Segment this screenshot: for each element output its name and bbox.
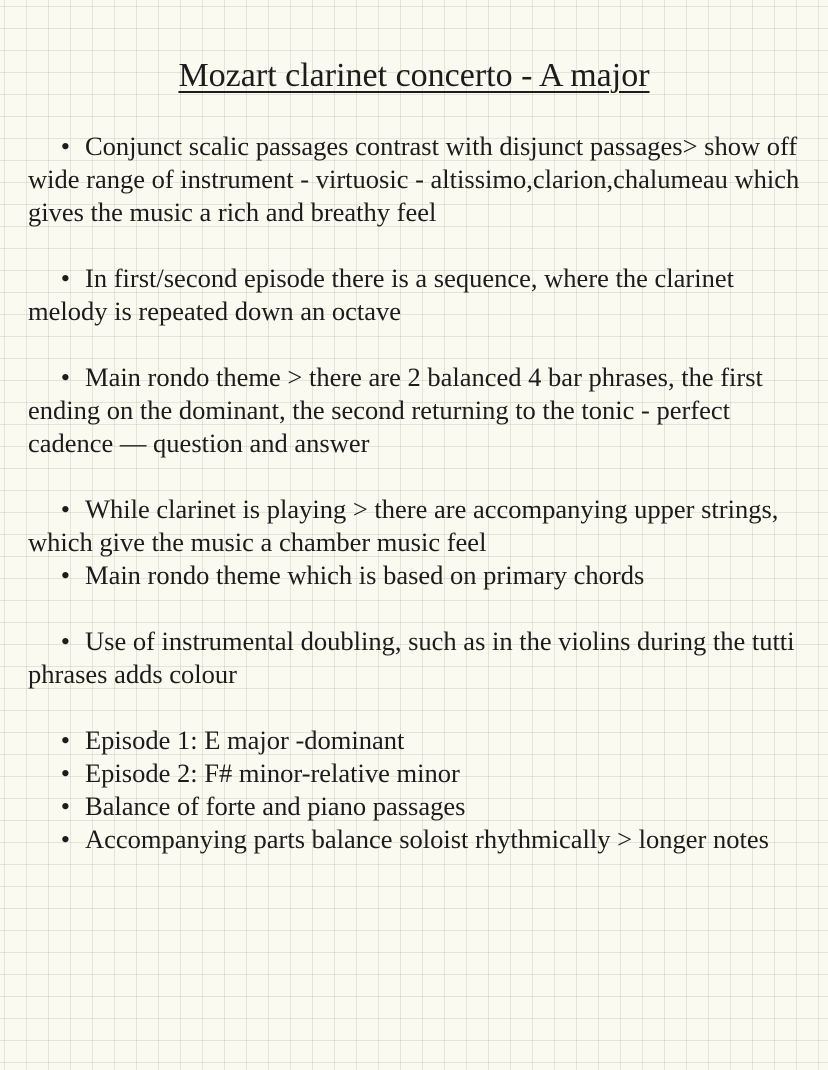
group-spacer <box>28 460 818 493</box>
bullet-dot: • <box>60 494 70 524</box>
bullet-dot: • <box>60 758 70 788</box>
bullet-item <box>28 757 818 790</box>
bullet-item <box>28 262 818 328</box>
bullet-icon <box>28 790 85 823</box>
bullet-text: Episode 1: E major -dominant <box>85 725 405 755</box>
bullet-dot: • <box>60 560 70 590</box>
group-spacer <box>28 229 818 262</box>
group-spacer <box>28 328 818 361</box>
bullet-icon <box>28 559 85 592</box>
bullet-icon <box>28 130 85 163</box>
bullet-item <box>28 493 818 559</box>
bullet-text: While clarinet is playing > there are accompanying upper strings, which give the music a chamber music feel <box>28 494 779 557</box>
bullet-text: Episode 2: F# minor-relative minor <box>85 758 460 788</box>
bullet-dot: • <box>60 725 70 755</box>
bullet-text: Conjunct scalic passages contrast with disjunct passages> show off wide range of instrument - virtuosic - altissimo,clarion,chalumeau which gives the music a rich and breathy feel <box>28 131 800 227</box>
bullet-item <box>28 625 818 691</box>
bullet-dot: • <box>60 626 70 656</box>
bullet-item <box>28 559 818 592</box>
bullet-icon <box>28 361 85 394</box>
bullet-item <box>28 724 818 757</box>
bullet-text: Use of instrumental doubling, such as in the violins during the tutti phrases adds colour <box>28 626 795 689</box>
bullet-text: In first/second episode there is a sequence, where the clarinet melody is repeated down an octave <box>28 263 734 326</box>
bullet-item <box>28 823 818 856</box>
page-title <box>0 52 828 100</box>
bullet-dot: • <box>60 791 70 821</box>
bullet-icon <box>28 757 85 790</box>
bullet-dot: • <box>60 131 70 161</box>
bullet-text: Balance of forte and piano passages <box>85 791 466 821</box>
bullet-item <box>28 361 818 460</box>
bullet-text: Accompanying parts balance soloist rhythmically > longer notes <box>85 824 769 854</box>
bullet-dot: • <box>60 362 70 392</box>
page-title-text: Mozart clarinet concerto - A major <box>178 57 650 94</box>
bullet-item <box>28 130 818 229</box>
group-spacer <box>28 592 818 625</box>
group-spacer <box>28 691 818 724</box>
bullet-item <box>28 790 818 823</box>
notes-content <box>28 130 818 856</box>
bullet-icon <box>28 724 85 757</box>
bullet-dot: • <box>60 824 70 854</box>
bullet-text: Main rondo theme > there are 2 balanced 4 bar phrases, the first ending on the dominant, the second returning to the tonic - perfect cadence — question and answer <box>28 362 763 458</box>
bullet-icon <box>28 262 85 295</box>
bullet-icon <box>28 625 85 658</box>
bullet-text: Main rondo theme which is based on primary chords <box>85 560 645 590</box>
bullet-icon <box>28 493 85 526</box>
bullet-dot: • <box>60 263 70 293</box>
bullet-icon <box>28 823 85 856</box>
